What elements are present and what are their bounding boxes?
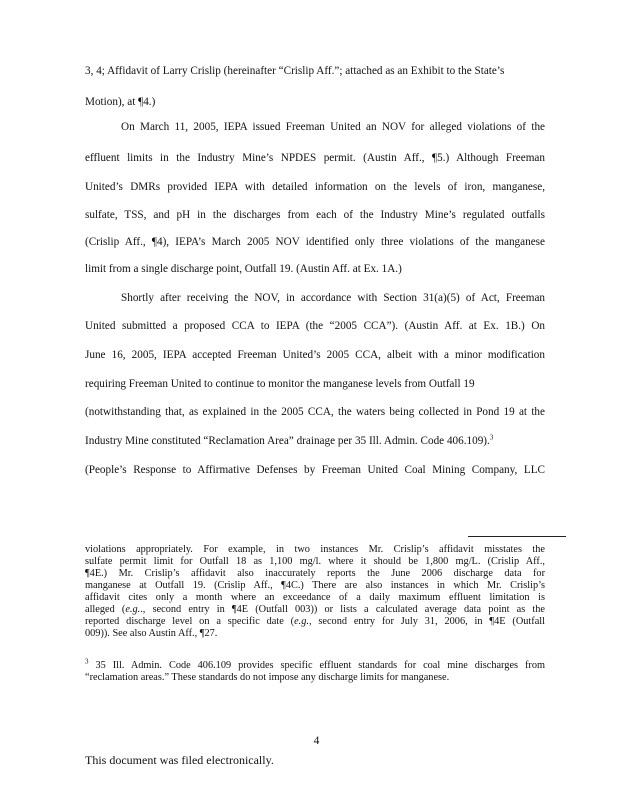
page-number: 4 [313,735,320,747]
footnote-cont-line-6-b: ., second entry in ¶4E (Outfall 003)) or lists a calculated average data point as the [140,604,545,615]
body-line-7: (Crislip Aff., ¶4), IEPA’s March 2005 NOV identified only three violations of the manganese [85,236,545,248]
body-line-5: United’s DMRs provided IEPA with detailed information on the levels of iron, manganese, [85,181,545,193]
footnote-cont-line-3: ¶4E.) Mr. Crislip’s affidavit also inaccurately reports the June 2006 discharge data for [85,568,545,579]
footnote-cont-line-1: violations appropriately. For example, in two instances Mr. Crislip’s affidavit misstates the [85,544,545,555]
body-line-15: (People’s Response to Affirmative Defenses by Freeman United Coal Mining Company, LLC [85,464,545,476]
footnote-cont-line-7-a: reported discharge level on a specific date ( [85,616,295,627]
body-line-11: June 16, 2005, IEPA accepted Freeman United’s 2005 CCA, albeit with a minor modification [85,349,545,361]
footnote-cont-line-2: sulfate permit limit for Outfall 18 as 1,100 mg/l. where it should be 1,800 mg/L. (Crislip Aff., [85,556,545,567]
body-line-12: requiring Freeman United to continue to monitor the manganese levels from Outfall 19 [85,378,475,390]
footnote-cont-line-6 [85,604,545,616]
body-line-14 [85,435,545,448]
body-line-4: effluent limits in the Industry Mine’s NPDES permit. (Austin Aff., ¶5.) Although Freeman [85,152,545,164]
footnote-cont-line-6-a: alleged ( [85,604,126,615]
body-line-14-text: Industry Mine constituted “Reclamation Area” drainage per 35 Ill. Admin. Code 406.109). [85,435,490,447]
body-line-13: (notwithstanding that, as explained in the 2005 CCA, the waters being collected in Pond 19 at the [85,406,545,418]
body-line-8: limit from a single discharge point, Outfall 19. (Austin Aff. at Ex. 1A.) [85,263,402,275]
footnote-cont-line-5: affidavit cites only a month where an exceedance of a daily maximum effluent limitation is [85,592,545,603]
body-line-1: 3, 4; Affidavit of Larry Crislip (hereinafter “Crislip Aff.”; attached as an Exhibit to the State’s [85,65,505,77]
footnote-cont-eg-1: e.g. [125,604,141,615]
footnote-cont-eg-2: e.g. [294,616,309,627]
footnote-cont-line-7 [85,616,545,628]
body-line-10: United submitted a proposed CCA to IEPA (the “2005 CCA”). (Austin Aff. at Ex. 1B.) On [85,320,545,332]
filing-footer: This document was filed electronically. [85,753,274,767]
footnote-ref-3[interactable]: 3 [489,433,494,442]
footnote-3-line-1-text: 35 Ill. Admin. Code 406.109 provides specific effluent standards for coal mine discharges from [88,660,545,671]
body-line-6: sulfate, TSS, and pH in the discharges from each of the Industry Mine’s regulated outfalls [85,209,545,221]
body-line-3: On March 11, 2005, IEPA issued Freeman United an NOV for alleged violations of the [121,121,545,133]
footnote-3-line-1 [85,657,545,672]
body-line-9: Shortly after receiving the NOV, in accordance with Section 31(a)(5) of Act, Freeman [121,292,545,304]
footnote-cont-line-7-b: , second entry for July 31, 2006, in ¶4E (Outfall [308,616,545,627]
footnote-3-line-2: “reclamation areas.” These standards do not impose any discharge limits for manganese. [85,672,450,683]
footnote-cont-line-4: manganese at Outfall 19. (Crislip Aff., ¶4C.) There are also instances in which Mr. Crislip’s [85,580,545,591]
footnote-3-marker: 3 [85,657,89,666]
body-line-2: Motion), at ¶4.) [85,96,156,108]
footnote-cont-line-8: 009)). See also Austin Aff., ¶27. [85,628,218,639]
footnote-separator [468,536,566,537]
